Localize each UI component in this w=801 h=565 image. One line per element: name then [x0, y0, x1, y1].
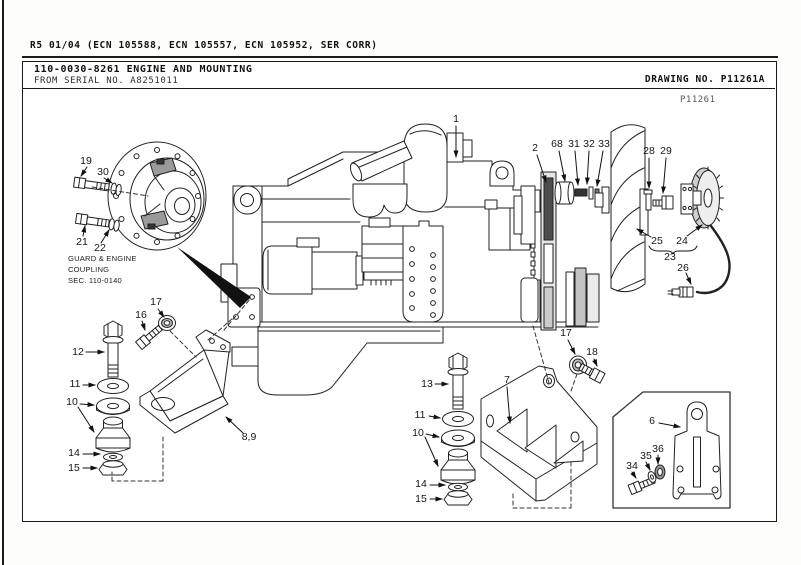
exhaust-manifold	[353, 184, 407, 217]
callout-8-9: 8,9	[241, 431, 257, 443]
callout-29: 29	[660, 145, 672, 157]
fan-hardware	[644, 190, 673, 210]
callout-13: 13	[421, 378, 433, 390]
callout-15: 15	[68, 462, 80, 474]
callout-24: 24	[676, 235, 688, 247]
inset-box	[613, 392, 730, 508]
parts-diagram	[22, 89, 778, 520]
mount-bracket-center	[481, 366, 597, 501]
drawing-number: DRAWING NO. P11261A	[644, 74, 765, 85]
callout-17: 17	[560, 327, 572, 339]
lifting-eye-rear	[490, 161, 514, 186]
engine-assembly	[221, 124, 599, 395]
engine-fan	[595, 125, 648, 292]
damper-hardware	[555, 182, 599, 204]
revision-rule	[22, 56, 778, 58]
note-line-3: SEC. 110-0140	[68, 276, 122, 285]
fan-clutch	[668, 167, 730, 297]
callout-15: 15	[415, 493, 427, 505]
callout-25: 25	[651, 235, 663, 247]
callout-10: 10	[412, 427, 424, 439]
coupling-flange	[108, 142, 206, 250]
page-title: 110-0030-8261 ENGINE AND MOUNTING	[34, 64, 253, 75]
callout-11: 11	[69, 378, 81, 390]
callout-6: 6	[649, 415, 655, 427]
drawing-ref: P11261	[680, 95, 716, 105]
page-border	[2, 0, 4, 565]
callout-35: 35	[640, 450, 652, 462]
engine-mount-plate-right	[403, 221, 443, 322]
callout-17: 17	[150, 296, 162, 308]
callout-1: 1	[453, 113, 459, 125]
lifting-eye-front	[234, 186, 261, 214]
callout-11: 11	[414, 409, 426, 421]
callout-36: 36	[652, 443, 664, 455]
callout-10: 10	[66, 396, 78, 408]
callout-33: 33	[598, 138, 610, 150]
oil-pan	[258, 327, 443, 395]
brace-23	[649, 246, 697, 254]
callout-68: 68	[551, 138, 563, 150]
callout-23: 23	[664, 251, 676, 263]
callout-14: 14	[68, 447, 80, 459]
cable-connector	[668, 287, 693, 297]
clutch-cable	[697, 226, 730, 293]
callout-21: 21	[76, 236, 88, 248]
note-line-2: COUPLING	[68, 265, 110, 274]
note-line-1: GUARD & ENGINE	[68, 254, 137, 263]
callout-30: 30	[97, 166, 109, 178]
callout-18: 18	[586, 346, 598, 358]
callout-22: 22	[94, 242, 106, 254]
callout-16: 16	[135, 309, 147, 321]
title-block	[22, 61, 775, 89]
callout-26: 26	[677, 262, 689, 274]
injection-pump	[362, 218, 407, 285]
revision-line: R5 01/04 (ECN 105588, ECN 105557, ECN 105952, SER CORR)	[30, 40, 378, 51]
callout-32: 32	[583, 138, 595, 150]
callout-2: 2	[532, 142, 538, 154]
callout-31: 31	[568, 138, 580, 150]
callout-12: 12	[72, 346, 84, 358]
callout-34: 34	[626, 460, 638, 472]
callout-14: 14	[415, 478, 427, 490]
callout-7: 7	[504, 374, 510, 386]
callout-19: 19	[80, 155, 92, 167]
serial-note: FROM SERIAL NO. A8251011	[34, 76, 179, 86]
callout-28: 28	[643, 145, 655, 157]
